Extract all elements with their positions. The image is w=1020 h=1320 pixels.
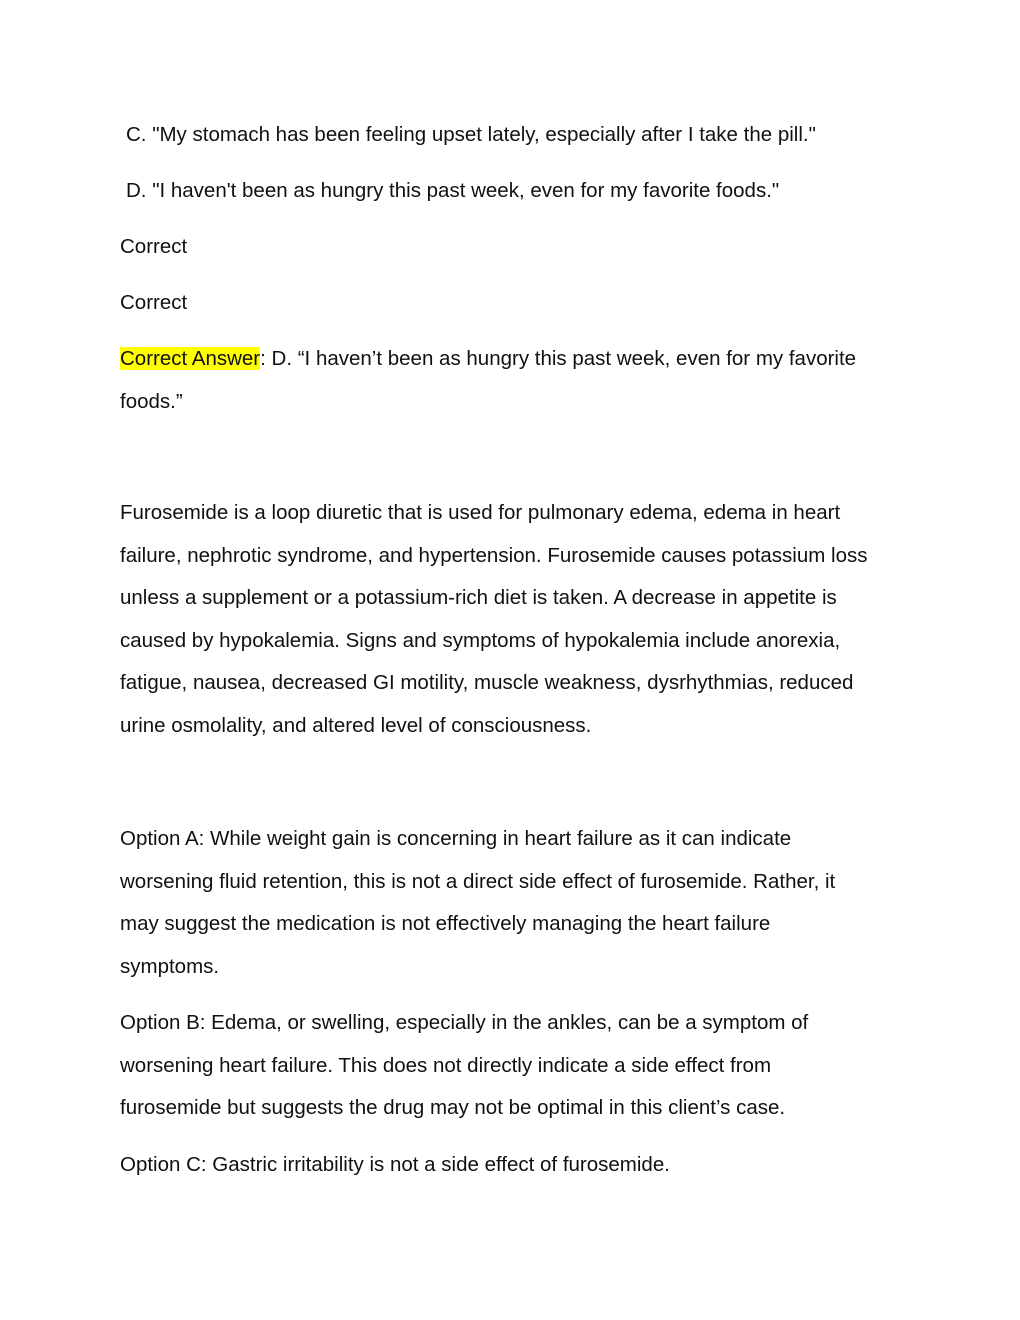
rationale-line: unless a supplement or a potassium-rich diet is taken. A decrease in appetite is (120, 586, 837, 610)
rationale-line: caused by hypokalemia. Signs and symptoms of hypokalemia include anorexia, (120, 628, 841, 652)
option-c-explanation: Option C: Gastric irritability is not a side effect of furosemide. (120, 1153, 670, 1176)
option-a-line: may suggest the medication is not effectively managing the heart failure (120, 912, 771, 936)
option-a-explanation (120, 818, 910, 988)
rationale-paragraph (120, 492, 910, 748)
rationale-line: failure, nephrotic syndrome, and hypertension. Furosemide causes potassium loss (120, 543, 868, 567)
option-a-line: worsening fluid retention, this is not a direct side effect of furosemide. Rather, it (120, 869, 836, 893)
correct-answer-line (120, 345, 910, 373)
option-a-line: symptoms. (120, 954, 220, 978)
option-b-explanation (120, 1002, 910, 1130)
option-a-line: Option A: While weight gain is concerning in heart failure as it can indicate (120, 827, 792, 850)
option-c-choice: C. "My stomach has been feeling upset lately, especially after I take the pill." (126, 123, 816, 146)
correct-answer-text: : D. “I haven’t been as hungry this past week, even for my favorite (260, 347, 857, 370)
correct-label-1: Correct (120, 235, 188, 258)
rationale-line: urine osmolality, and altered level of consciousness. (120, 713, 592, 737)
rationale-line: Furosemide is a loop diuretic that is used for pulmonary edema, edema in heart (120, 501, 841, 524)
option-b-line: worsening heart failure. This does not directly indicate a side effect from (120, 1053, 772, 1077)
correct-answer-label: Correct Answer (120, 347, 261, 370)
correct-label-2: Correct (120, 291, 188, 314)
rationale-line: fatigue, nausea, decreased GI motility, muscle weakness, dysrhythmias, reduced (120, 671, 854, 695)
option-b-line: furosemide but suggests the drug may not be optimal in this client’s case. (120, 1096, 786, 1120)
correct-answer-continuation: foods.” (120, 390, 183, 413)
option-b-line: Option B: Edema, or swelling, especially in the ankles, can be a symptom of (120, 1011, 809, 1034)
option-d-choice: D. "I haven't been as hungry this past week, even for my favorite foods." (126, 179, 780, 202)
